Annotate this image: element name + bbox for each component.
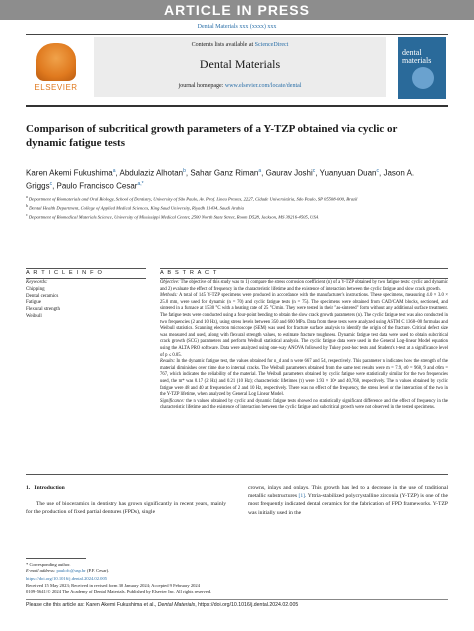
intro-heading xyxy=(26,484,226,492)
email-label: E-mail address: xyxy=(26,568,57,574)
article-info-rule-top xyxy=(26,268,146,269)
author-separator: , xyxy=(379,168,384,178)
abstract-section-label: Methods: xyxy=(160,293,178,299)
masthead xyxy=(26,37,448,103)
elsevier-logo xyxy=(28,43,84,93)
keyword-item: Fatigue xyxy=(26,300,41,306)
abstract-heading: A B S T R A C T xyxy=(160,270,218,276)
abstract-section-label: Objective: xyxy=(160,280,180,285)
author-name[interactable]: Yuanyuan Duan xyxy=(319,168,377,178)
footnote-divider xyxy=(26,558,86,559)
affiliation-item xyxy=(26,194,448,203)
publisher-name: ELSEVIER xyxy=(34,83,78,92)
cover-title: dental materials xyxy=(402,48,432,65)
journal-name: Dental Materials xyxy=(199,57,281,71)
affiliation-text: Department of Biomedical Materials Science, University of Mississippi Medical Center, 2500 North State Street, Room D528, Jackson, MS 39216-4505, USA xyxy=(28,214,319,220)
article-title: Comparison of subcritical growth parameters of a Y-TZP obtained via cyclic or dynamic fatigue tests xyxy=(26,123,398,149)
abstract-section-text: the n values obtained by cyclic and dynamic fatigue tests showed no statistically significant difference and the effect of frequency in the characteristic lifetime and the existence of interaction between the cyclic fatigue and subcritical growth were not observed in the tested specimens. xyxy=(160,398,448,411)
citation-box xyxy=(26,599,448,611)
masthead-divider xyxy=(26,105,448,107)
journal-info-box xyxy=(94,37,386,97)
affiliation-marker: c xyxy=(26,213,28,218)
copyright-notice: 0109-5641/© 2024 The Academy of Dental Materials. Published by Elsevier Inc. All rights reserved. xyxy=(26,588,212,594)
author-list xyxy=(26,166,436,191)
elsevier-tree-icon xyxy=(36,43,76,81)
reference-link[interactable]: [1] xyxy=(298,493,306,500)
author-separator: , xyxy=(315,168,320,178)
top-divider xyxy=(26,34,448,35)
doi-link[interactable]: https://doi.org/10.1016/j.dental.2024.02.005 xyxy=(26,576,108,582)
corresponding-author-note: * Corresponding author. xyxy=(26,562,71,567)
article-in-press-banner: ARTICLE IN PRESS xyxy=(0,0,474,20)
author-name[interactable]: Sahar Ganz Riman xyxy=(190,168,259,178)
keyword-item: Chipping xyxy=(26,286,45,292)
intro-section-title: Introduction xyxy=(34,485,65,491)
author-name[interactable]: Paulo Francisco Cesar xyxy=(56,181,138,191)
journal-homepage-link[interactable]: www.elsevier.com/locate/dental xyxy=(224,83,302,89)
citation-journal: Dental Materials xyxy=(157,602,196,608)
abstract-paragraph xyxy=(160,399,448,412)
author-separator: , xyxy=(185,168,191,178)
author-name[interactable]: Gaurav Joshi xyxy=(265,168,313,178)
citation-prefix: Please cite this article as: Karen Akemi Fukushima et al., xyxy=(26,602,158,608)
abstract-paragraph xyxy=(160,293,448,359)
author-affiliation-marker[interactable]: b xyxy=(183,168,186,174)
sciencedirect-link[interactable]: ScienceDirect xyxy=(254,42,289,48)
intro-right-text-end: . Yttria-stabilized polycrystalline zirconia (Y-TZP) is one of the most frequently indicated dental ceramics for the fabrication of FPD frameworks. Y-TZP was initially used in the xyxy=(248,493,448,516)
author-name[interactable]: Karen Akemi Fukushima xyxy=(26,168,113,178)
contents-line xyxy=(94,42,386,48)
abstract-rule-bottom xyxy=(160,278,448,279)
author-affiliation-marker[interactable]: a xyxy=(112,168,116,174)
intro-section-number: 1. xyxy=(26,485,31,491)
homepage-prefix: journal homepage: xyxy=(178,83,225,89)
keywords-panel xyxy=(26,280,146,321)
affiliation-item xyxy=(26,212,448,221)
abstract-end-rule xyxy=(26,474,448,475)
affiliation-marker: a xyxy=(26,195,28,199)
keyword-item: Dental ceramics xyxy=(26,293,59,299)
affiliation-text: Dental Health Department, College of Applied Medical Sciences, King Saud University, Riyadh 11434, Saudi Arabia xyxy=(29,205,244,211)
abstract-section-text: A total of 145 Y-TZP specimens were produced in accordance with the manufacturer's instructions. These specimens, measuring 4.0 × 3.0 × 25.0 mm, were used for dynamic (n = 70) and cyclic fatigue tests (n = 75). The specimens were obtained from CAD/CAM blocks, sectioned, and sintered in a furnace at 1530 °C with a heating rate of 25 °C/min. They were tested in their "as-sintered" form without any additional surface treatment. The fatigue tests were conducted using a four-point bending to obtain the slow crack growth parameters (n). The cyclic fatigue test was also conducted in two frequencies (2 and 10 Hz), using stress levels between 350 and 600 MPa. Data from these tests were analyzed using ASTM C 1368–00 formulas and Weibull statistics. Scanning electron microscope (SEM) was used for fracture surface analysis to identify the origin of the fracture. Critical defect size was measured and used, along with flexural strength values, to estimate fracture toughness. Dynamic fatigue test data were used to obtain subcritical crack growth (SCG) parameters and perform Weibull statistical analysis. The cyclic fatigue data were used in the General Log-linear Model equation using the ALTA PRO software. Data were analyzed using one-way ANOVA followed by Tukey post-hoc tests and Student's t-test at a significance level of p ≤ 0.05. xyxy=(160,293,448,358)
email-link[interactable]: paulofc@usp.br xyxy=(56,568,86,574)
abstract-section-text: In the dynamic fatigue test, the values obtained for n_d and n were 667 and 54, respectively. This parameter n indicates how the strength of the material diminishes over time due to internal cracks. The Weibull parameters obtained from the same test results were m = 7.9, σ0 = 968, 9 and σ0m = 767, which indicates the reliability of the material. The Weibull parameters obtained by cyclic fatigue were statistically similar for the two frequencies used, the m* was 0.17 (2 Hz) and 0.21 (10 Hz); characteristic lifetimes (τ) were 1.93 × 10⁶ and 40,768, respectively. The n values obtained by cyclic fatigue were 48 and 40 at frequencies of 2 and 10 Hz, respectively. There was no effect of the frequency, the stress level or the interaction of the two in the Y-TZP lifetime, when analyzed by General Log Linear Model. xyxy=(160,359,448,398)
received-dates: Received 15 May 2023; Received in revised form 30 January 2024; Accepted 9 February 2024 xyxy=(26,582,201,588)
intro-left-text: The use of bioceramics in dentistry has grown significantly in recent years, mainly for the production of fixed partial dentures (FPDs), single xyxy=(26,501,226,516)
abstract-rule-top xyxy=(160,268,448,269)
author-name[interactable]: Abdulaziz Alhotan xyxy=(119,168,184,178)
footnotes xyxy=(26,562,326,595)
article-info-heading: A R T I C L E I N F O xyxy=(26,270,104,276)
citation-doi[interactable]: , https://doi.org/10.1016/j.dental.2024.02.005 xyxy=(195,602,299,608)
journal-reference-link[interactable]: Dental Materials xxx (xxxx) xxx xyxy=(197,24,277,30)
keywords-list xyxy=(26,287,146,321)
abstract-paragraph xyxy=(160,280,448,293)
author-separator: , xyxy=(115,168,120,178)
intro-right-column xyxy=(248,484,448,517)
author-affiliation-marker[interactable]: a xyxy=(258,168,262,174)
abstract-section-label: Results: xyxy=(160,359,176,365)
author-affiliation-marker[interactable]: c xyxy=(49,180,53,187)
affiliation-marker: b xyxy=(26,204,28,209)
affiliations xyxy=(26,194,448,221)
author-affiliation-marker[interactable]: a,* xyxy=(137,180,144,187)
cover-art xyxy=(412,67,434,89)
author-affiliation-marker[interactable]: c xyxy=(312,168,316,174)
journal-cover-image[interactable] xyxy=(398,37,446,99)
abstract-body xyxy=(160,280,448,412)
abstract-section-label: Significance: xyxy=(160,398,185,404)
abstract-paragraph xyxy=(160,359,448,399)
affiliation-text: Department of Biomaterials and Oral Biology, School of Dentistry, University of São Paulo, Av. Prof. Lineu Prestes, 2227, Cidade Universitária, São Paulo, SP 05508-000, Brazil xyxy=(28,196,358,202)
keyword-item: Weibull xyxy=(26,313,42,319)
abstract-section-text: The objective of this study was to 1) compare the stress corrosion coefficient (n) of a Y-TZP obtained by two fatigue tests: cyclic and dynamic and 2) evaluate the effect of frequency in the characteristic lifetime and the existence of interaction between the cyclic fatigue and slow crack growth. xyxy=(160,280,448,292)
author-name[interactable]: Jason A. Griggs xyxy=(26,168,415,191)
email-suffix: (P.F. Cesar). xyxy=(85,568,110,574)
homepage-line xyxy=(94,83,386,89)
email-line xyxy=(26,568,326,574)
keywords-heading: Keywords: xyxy=(26,280,48,285)
author-separator: , xyxy=(52,181,57,191)
author-affiliation-marker[interactable]: c xyxy=(376,168,379,174)
article-info-rule-bottom xyxy=(26,278,146,279)
intro-left-column xyxy=(26,484,226,517)
affiliation-item xyxy=(26,203,448,212)
keyword-item: Flexural strength xyxy=(26,307,61,313)
author-separator: , xyxy=(261,168,266,178)
intro-right-text-start: crowns, inlays and onlays. This growth has led to a decrease in the use of traditional metallic substructures xyxy=(248,485,448,500)
contents-prefix: Contents lists available at xyxy=(191,42,255,48)
